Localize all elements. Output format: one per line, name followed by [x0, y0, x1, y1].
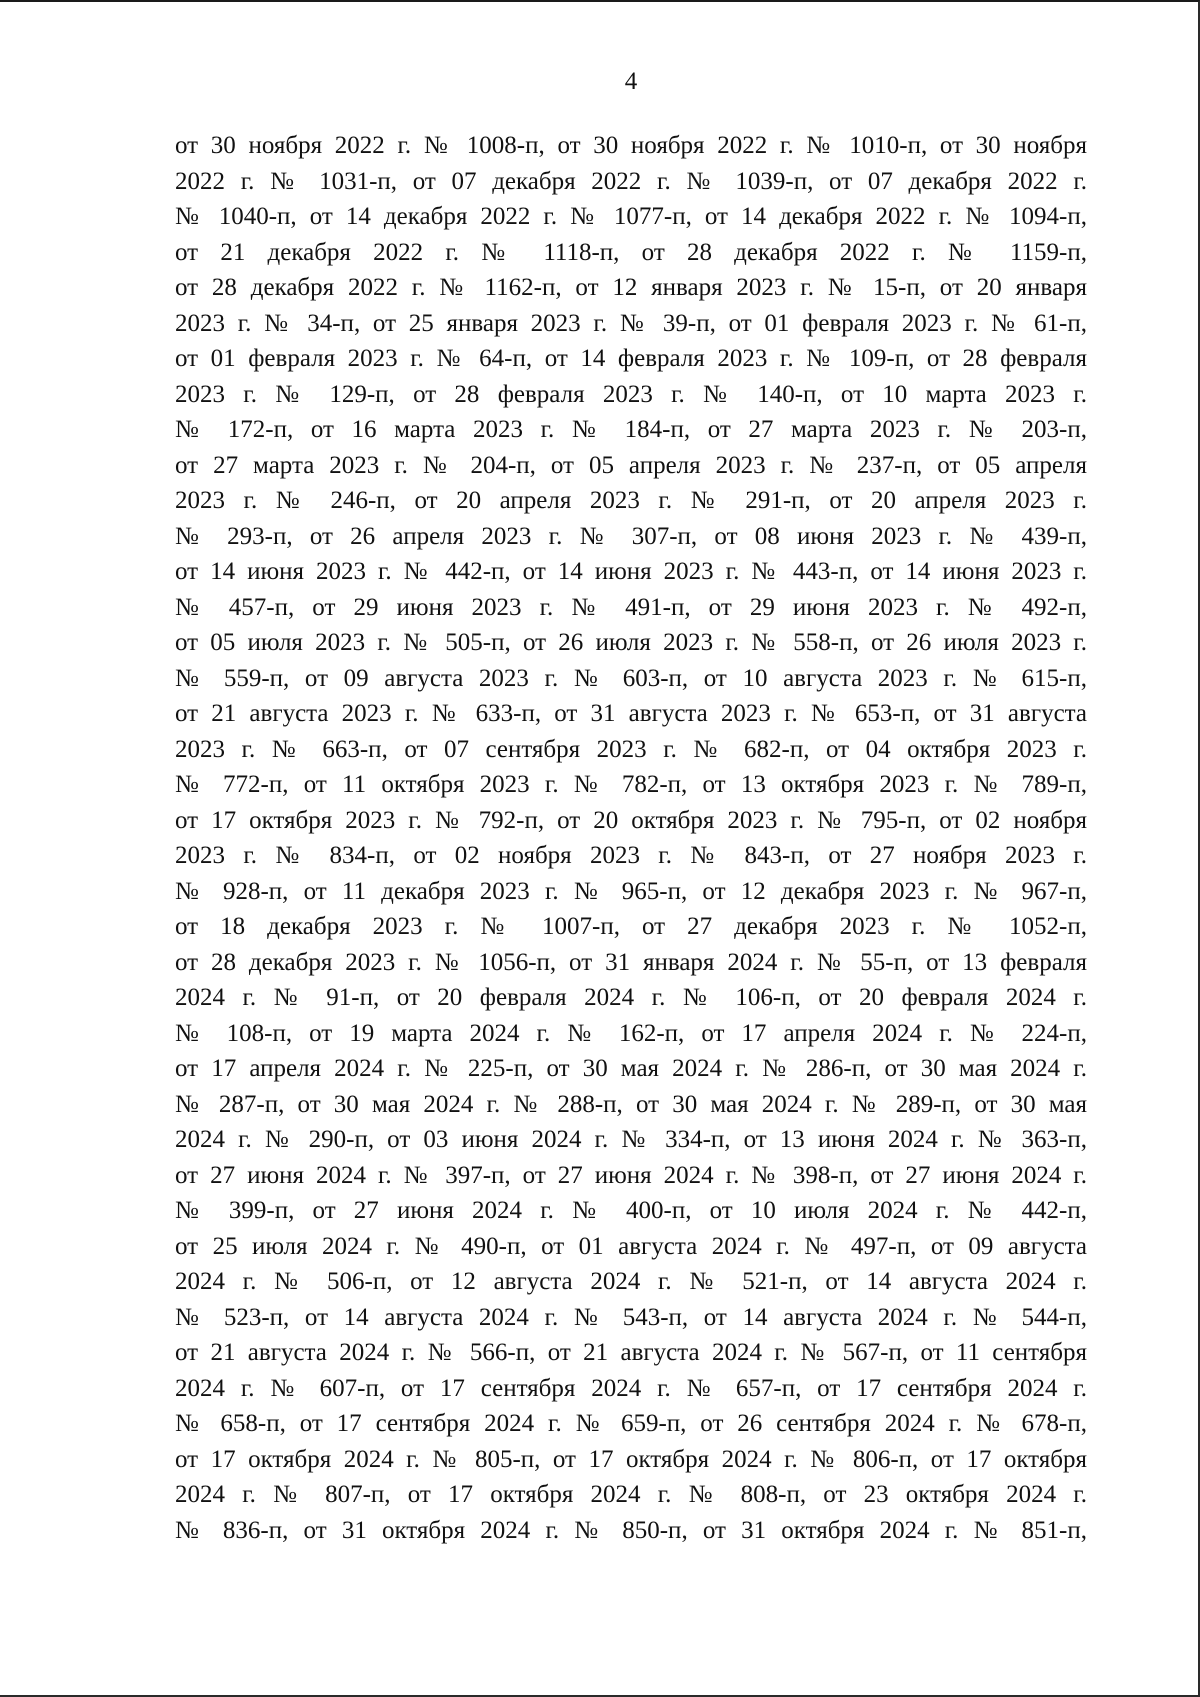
text-line: от 17 октября 2023 г. № 792-п, от 20 октября 2023 г. № 795-п, от 02 ноября: [175, 806, 1087, 834]
text-line: от 28 декабря 2023 г. № 1056-п, от 31 января 2024 г. № 55-п, от 13 февраля: [175, 948, 1087, 976]
text-line: 2024 г. № 506-п, от 12 августа 2024 г. № 521-п, от 14 августа 2024 г.: [175, 1268, 1087, 1295]
text-line: 2022 г. № 1031-п, от 07 декабря 2022 г. № 1039-п, от 07 декабря 2022 г.: [175, 167, 1087, 195]
text-line: от 17 апреля 2024 г. № 225-п, от 30 мая 2024 г. № 286-п, от 30 мая 2024 г.: [175, 1055, 1087, 1082]
text-line: № 172-п, от 16 марта 2023 г. № 184-п, от 27 марта 2023 г. № 203-п,: [175, 416, 1087, 443]
text-line: № 293-п, от 26 апреля 2023 г. № 307-п, от 08 июня 2023 г. № 439-п,: [175, 522, 1087, 550]
text-line: от 18 декабря 2023 г. № 1007-п, от 27 декабря 2023 г. № 1052-п,: [175, 913, 1087, 940]
text-line: 2024 г. № 807-п, от 17 октября 2024 г. № 808-п, от 23 октября 2024 г.: [175, 1481, 1087, 1508]
text-line: от 14 июня 2023 г. № 442-п, от 14 июня 2023 г. № 443-п, от 14 июня 2023 г.: [175, 558, 1087, 585]
text-line: от 21 декабря 2022 г. № 1118-п, от 28 декабря 2022 г. № 1159-п,: [175, 238, 1087, 266]
text-line: 2024 г. № 91-п, от 20 февраля 2024 г. № 106-п, от 20 февраля 2024 г.: [175, 984, 1087, 1011]
text-line: № 457-п, от 29 июня 2023 г. № 491-п, от 29 июня 2023 г. № 492-п,: [175, 593, 1087, 621]
text-line: № 523-п, от 14 августа 2024 г. № 543-п, от 14 августа 2024 г. № 544-п,: [175, 1303, 1087, 1331]
body-text: [175, 128, 1087, 1548]
text-line: 2023 г. № 246-п, от 20 апреля 2023 г. № 291-п, от 20 апреля 2023 г.: [175, 487, 1087, 514]
text-line: 2023 г. № 34-п, от 25 января 2023 г. № 39-п, от 01 февраля 2023 г. № 61-п,: [175, 309, 1087, 337]
text-line: от 21 августа 2024 г. № 566-п, от 21 августа 2024 г. № 567-п, от 11 сентября: [175, 1339, 1087, 1366]
text-line: 2023 г. № 663-п, от 07 сентября 2023 г. № 682-п, от 04 октября 2023 г.: [175, 735, 1087, 763]
text-line: № 1040-п, от 14 декабря 2022 г. № 1077-п, от 14 декабря 2022 г. № 1094-п,: [175, 203, 1087, 230]
text-line: 2024 г. № 607-п, от 17 сентября 2024 г. № 657-п, от 17 сентября 2024 г.: [175, 1374, 1087, 1402]
text-line: 2023 г. № 129-п, от 28 февраля 2023 г. № 140-п, от 10 марта 2023 г.: [175, 380, 1087, 408]
text-line: № 287-п, от 30 мая 2024 г. № 288-п, от 30 мая 2024 г. № 289-п, от 30 мая: [175, 1090, 1087, 1118]
text-line: № 658-п, от 17 сентября 2024 г. № 659-п, от 26 сентября 2024 г. № 678-п,: [175, 1410, 1087, 1437]
text-line: от 27 марта 2023 г. № 204-п, от 05 апреля 2023 г. № 237-п, от 05 апреля: [175, 451, 1087, 479]
text-line: от 05 июля 2023 г. № 505-п, от 26 июля 2023 г. № 558-п, от 26 июля 2023 г.: [175, 629, 1087, 656]
text-line: от 25 июля 2024 г. № 490-п, от 01 августа 2024 г. № 497-п, от 09 августа: [175, 1232, 1087, 1260]
text-line: № 836-п, от 31 октября 2024 г. № 850-п, от 31 октября 2024 г. № 851-п,: [175, 1516, 1087, 1544]
text-line: № 928-п, от 11 декабря 2023 г. № 965-п, от 12 декабря 2023 г. № 967-п,: [175, 877, 1087, 905]
text-line: от 28 декабря 2022 г. № 1162-п, от 12 января 2023 г. № 15-п, от 20 января: [175, 274, 1087, 301]
text-line: 2023 г. № 834-п, от 02 ноября 2023 г. № 843-п, от 27 ноября 2023 г.: [175, 842, 1087, 869]
text-line: № 399-п, от 27 июня 2024 г. № 400-п, от 10 июля 2024 г. № 442-п,: [175, 1197, 1087, 1224]
text-line: № 108-п, от 19 марта 2024 г. № 162-п, от 17 апреля 2024 г. № 224-п,: [175, 1019, 1087, 1047]
text-line: от 17 октября 2024 г. № 805-п, от 17 октября 2024 г. № 806-п, от 17 октября: [175, 1445, 1087, 1473]
text-line: № 559-п, от 09 августа 2023 г. № 603-п, от 10 августа 2023 г. № 615-п,: [175, 664, 1087, 692]
text-line: № 772-п, от 11 октября 2023 г. № 782-п, от 13 октября 2023 г. № 789-п,: [175, 771, 1087, 798]
page-number: 4: [624, 68, 638, 95]
text-line: от 21 августа 2023 г. № 633-п, от 31 августа 2023 г. № 653-п, от 31 августа: [175, 700, 1087, 727]
text-line: от 01 февраля 2023 г. № 64-п, от 14 февраля 2023 г. № 109-п, от 28 февраля: [175, 345, 1087, 372]
text-line: от 30 ноября 2022 г. № 1008-п, от 30 ноября 2022 г. № 1010-п, от 30 ноября: [175, 132, 1087, 159]
text-line: 2024 г. № 290-п, от 03 июня 2024 г. № 334-п, от 13 июня 2024 г. № 363-п,: [175, 1126, 1087, 1153]
text-line: от 27 июня 2024 г. № 397-п, от 27 июня 2024 г. № 398-п, от 27 июня 2024 г.: [175, 1161, 1087, 1189]
